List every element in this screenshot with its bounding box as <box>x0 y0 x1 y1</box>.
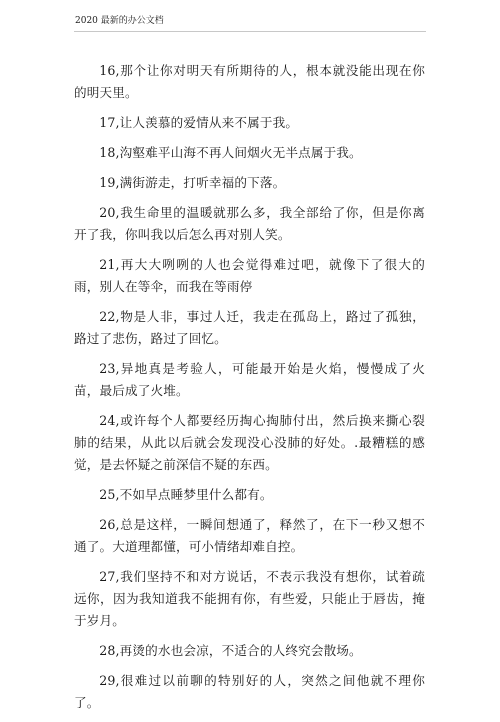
paragraph-16: 16,那个让你对明天有所期待的人，根本就没能出现在你的明天里。 <box>74 63 425 100</box>
paragraph-21: 21,再大大咧咧的人也会觉得难过吧，就像下了很大的雨，别人在等伞，而我在等雨停 <box>74 257 425 294</box>
paragraph-17: 17,让人羡慕的爱情从来不属于我。 <box>99 115 299 130</box>
page-header: 2020 最新的办公文档 <box>75 16 164 26</box>
paragraph-18: 18,沟壑难平山海不再人间烟火无半点属于我。 <box>99 145 362 160</box>
document-body <box>74 60 425 722</box>
paragraph-24: 24,或许每个人都要经历掏心掏肺付出，然后换来撕心裂肺的结果，从此以后就会发现没心没肺的好处。.最糟糕的感觉，是去怀疑之前深信不疑的东西。 <box>74 413 425 472</box>
paragraph-29: 29,很难过以前聊的特别好的人，突然之间他就不理你了。 <box>74 673 425 710</box>
paragraph-22: 22,物是人非，事过人迁，我走在孤岛上，路过了孤独，路过了悲伤，路过了回忆。 <box>74 309 425 346</box>
paragraph-25: 25,不如早点睡梦里什么都有。 <box>99 487 273 502</box>
paragraph-27: 27,我们坚持不和对方说话，不表示我没有想你，试着疏远你，因为我知道我不能拥有你，有些爱，只能止于唇齿，掩于岁月。 <box>74 569 425 628</box>
paragraph-20: 20,我生命里的温暖就那么多，我全部给了你，但是你离开了我，你叫我以后怎么再对别人笑。 <box>74 205 425 242</box>
paragraph-26: 26,总是这样，一瞬间想通了，释然了，在下一秒又想不通了。大道理都懂，可小情绪却难自控。 <box>74 517 425 554</box>
paragraph-23: 23,异地真是考验人，可能最开始是火焰，慢慢成了火苗，最后成了火堆。 <box>74 361 425 398</box>
paragraph-19: 19,满街游走，打听幸福的下落。 <box>99 175 286 190</box>
header-divider <box>74 31 426 32</box>
paragraph-28: 28,再烫的水也会凉，不适合的人终究会散场。 <box>99 643 362 658</box>
